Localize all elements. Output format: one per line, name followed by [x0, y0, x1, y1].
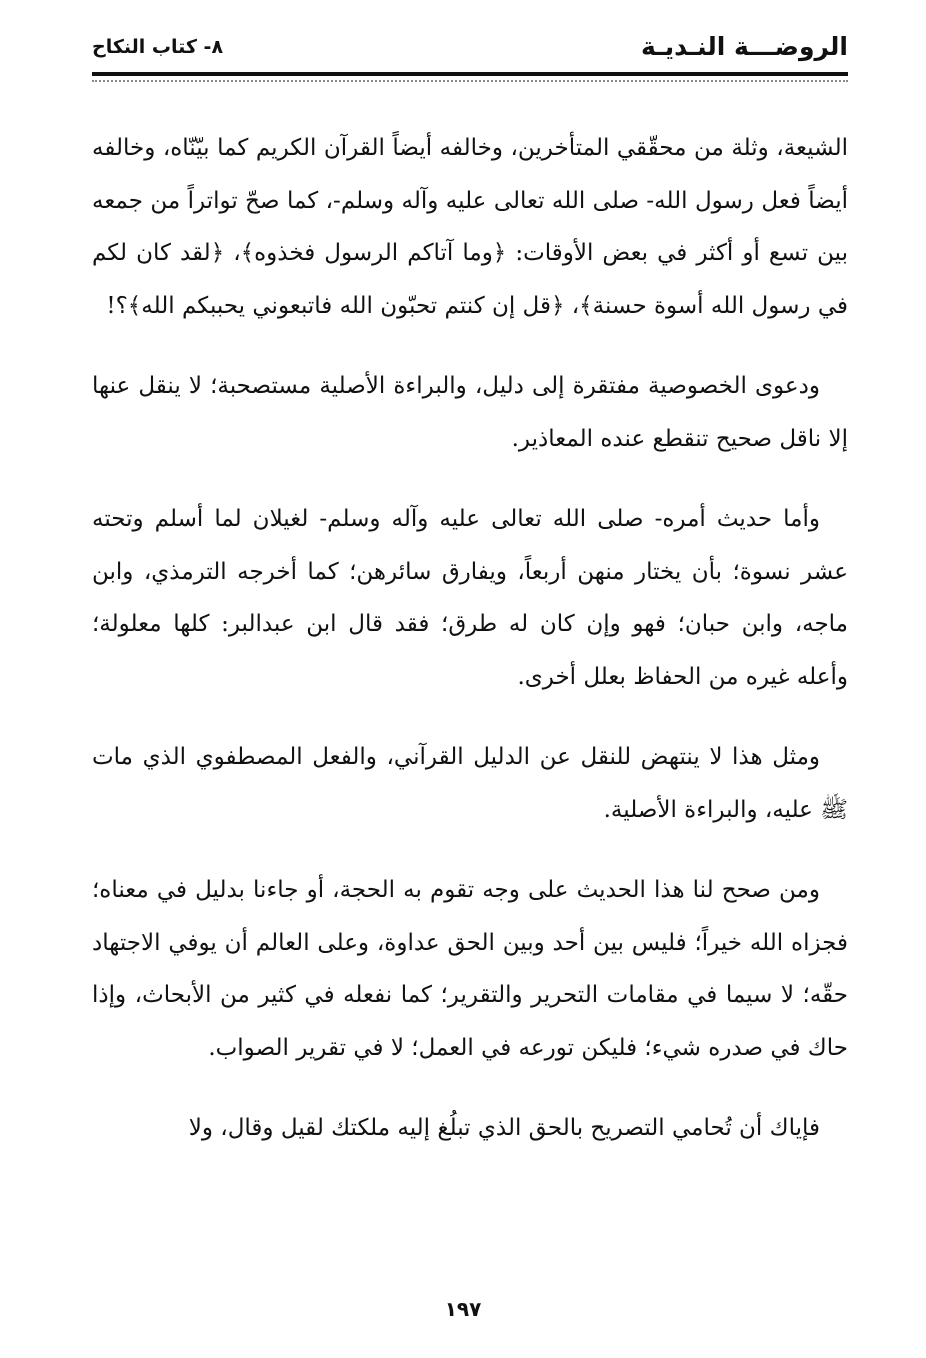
paragraph-6: فإياك أن تُحامي التصريح بالحق الذي تبلُغ إليه ملكتك لقيل وقال، ولا: [188, 1115, 820, 1141]
paragraph-4: ومثل هذا لا ينتهض للنقل عن الدليل القرآني، والفعل المصطفوي الذي مات ﷺ عليه، والبراءة الأصلية.: [92, 744, 848, 823]
paragraph-1: الشيعة، وثلة من محقّقي المتأخرين، وخالفه أيضاً القرآن الكريم كما بيّنّاه، وخالفه أيضاً فعل رسول الله- صلى الله تعالى عليه وآله وسلم-، كما صحّ تواتراً من جمعه بين تسع أو أكثر في بعض الأوقات: ﴿وما آتاكم الرسول فخذوه﴾، ﴿لقد كان لكم في رسول الله أسوة حسنة﴾، ﴿قل إن كنتم تحبّون الله فاتبعوني يحببكم الله﴾؟!: [92, 135, 848, 319]
paragraph-3: وأما حديث أمره- صلى الله تعالى عليه وآله وسلم- لغيلان لما أسلم وتحته عشر نسوة؛ بأن يختار منهن أربعاً، ويفارق سائرهن؛ كما أخرجه الترمذي، وابن ماجه، وابن حبان؛ فهو وإن كان له طرق؛ فقد قال ابن عبدالبر: كلها معلولة؛ وأعله غيره من الحفاظ بعلل أخرى.: [92, 506, 848, 690]
header-rule: [92, 72, 848, 76]
header-dotted-rule: [92, 80, 848, 82]
body-text: [92, 122, 848, 1183]
running-header: [92, 30, 848, 76]
chapter-title: ٨- كتاب النكاح: [92, 36, 224, 58]
book-title: الروضـــة النـديـة: [641, 32, 848, 61]
paragraph-2: ودعوى الخصوصية مفتقرة إلى دليل، والبراءة الأصلية مستصحبة؛ لا ينقل عنها إلا ناقل صحيح تنقطع عنده المعاذير.: [92, 373, 848, 452]
paragraph-5: ومن صحح لنا هذا الحديث على وجه تقوم به الحجة، أو جاءنا بدليل في معناه؛ فجزاه الله خيراً؛ فليس بين أحد وبين الحق عداوة، وعلى العالم أن يوفي الاجتهاد حقّه؛ لا سيما في مقامات التحرير والتقرير؛ كما نفعله في كثير من الأبحاث، وإذا حاك في صدره شيء؛ فليكن تورعه في العمل؛ لا في تقرير الصواب.: [92, 877, 848, 1061]
page-number: ١٩٧: [444, 1297, 482, 1321]
